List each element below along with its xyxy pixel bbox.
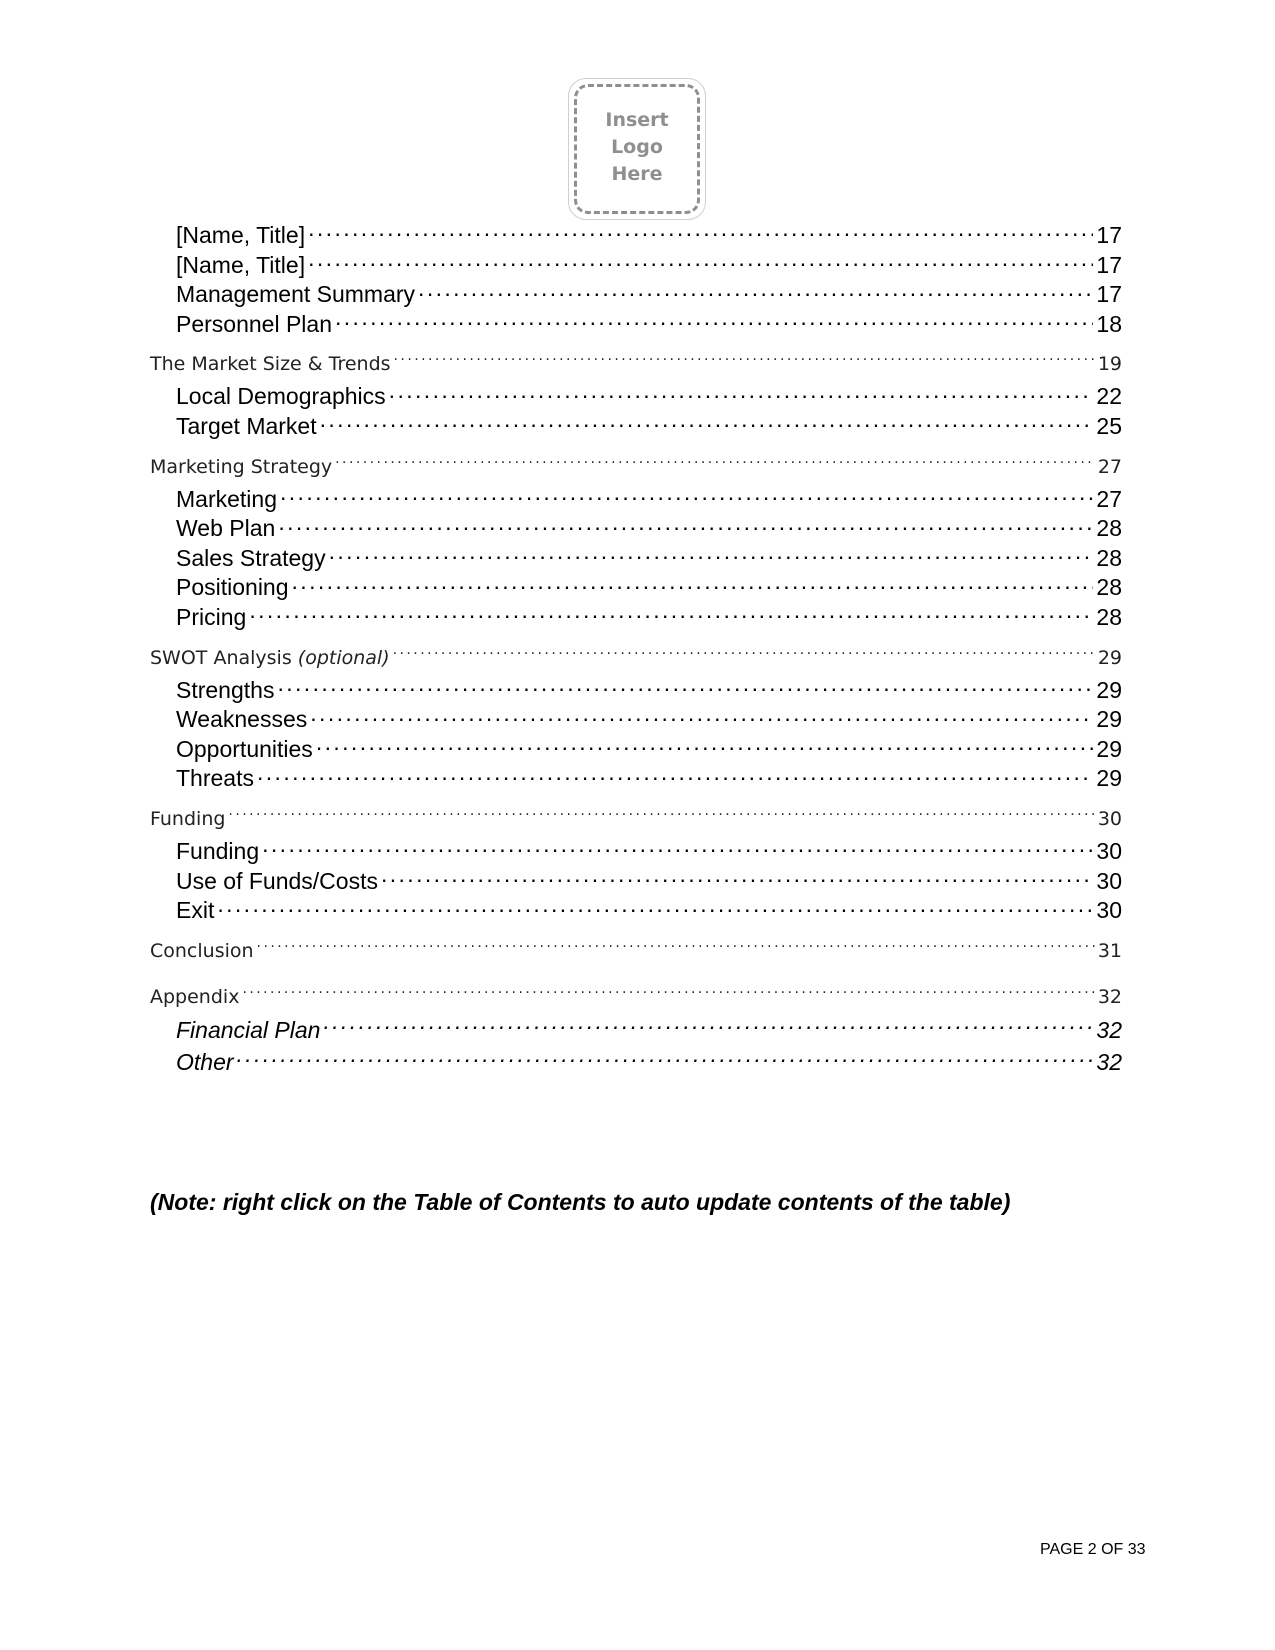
toc-entry-other[interactable] — [150, 1046, 1122, 1079]
toc-entry-page: 17 — [1096, 281, 1122, 308]
toc-entry-page: 30 — [1096, 837, 1122, 864]
toc-entry-page: 29 — [1096, 735, 1122, 762]
toc-entry-title: Positioning — [176, 574, 289, 601]
toc-entry-name-title-2[interactable] — [150, 250, 1122, 280]
toc-leader-dots — [257, 938, 1095, 957]
logo-placeholder — [568, 78, 706, 220]
toc-section-title: Marketing Strategy — [150, 455, 333, 478]
toc-leader-dots — [323, 1015, 1093, 1038]
logo-text-line: Here — [611, 163, 663, 185]
toc-leader-dots — [329, 543, 1094, 566]
toc-section-page: 27 — [1097, 455, 1122, 478]
toc-leader-dots — [393, 645, 1095, 664]
toc-entry-title: Use of Funds/Costs — [176, 867, 378, 894]
toc-entry-title: Personnel Plan — [176, 310, 332, 337]
toc-entry-page: 28 — [1096, 544, 1122, 571]
toc-entry-title: Threats — [176, 765, 254, 792]
toc-leader-dots — [308, 250, 1093, 273]
toc-entry-page: 28 — [1096, 515, 1122, 542]
toc-leader-dots — [228, 806, 1094, 825]
toc-section-page: 31 — [1097, 939, 1122, 962]
toc-entry-positioning[interactable] — [150, 572, 1122, 602]
toc-entry-use-of-funds-costs[interactable] — [150, 866, 1122, 896]
toc-entry-page: 22 — [1096, 383, 1122, 410]
toc-section-title-suffix: (optional) — [297, 646, 390, 669]
toc-entry-web-plan[interactable] — [150, 513, 1122, 543]
toc-entry-page: 17 — [1096, 222, 1122, 248]
toc-entry-management-summary[interactable] — [150, 279, 1122, 309]
toc-leader-dots — [418, 279, 1093, 302]
toc-leader-dots — [394, 351, 1095, 370]
toc-entry-title: [Name, Title] — [176, 251, 306, 278]
toc-leader-dots — [310, 704, 1093, 727]
toc-entry-title: Financial Plan — [176, 1016, 321, 1043]
toc-entry-title: Pricing — [176, 603, 247, 630]
toc-section-page: 29 — [1097, 646, 1122, 669]
toc-leader-dots — [316, 734, 1094, 757]
toc-leader-dots — [217, 895, 1093, 918]
page-number: PAGE 2 OF 33 — [1040, 1541, 1146, 1558]
toc-entry-page: 32 — [1096, 1016, 1122, 1043]
toc-entry-title: Opportunities — [176, 735, 313, 762]
table-of-contents — [150, 220, 1122, 1079]
toc-leader-dots — [262, 836, 1093, 859]
toc-entry-title: Local Demographics — [176, 383, 386, 410]
toc-entry-page: 29 — [1096, 676, 1122, 703]
toc-entry-local-demographics[interactable] — [150, 381, 1122, 411]
toc-entry-title: Weaknesses — [176, 706, 308, 733]
toc-update-note: (Note: right click on the Table of Contents to auto update contents of the table) — [150, 1189, 1011, 1215]
toc-entry-title: Marketing — [176, 485, 277, 512]
toc-entry-page: 28 — [1096, 603, 1122, 630]
toc-section-title — [150, 644, 390, 672]
toc-section-marketing-strategy[interactable] — [150, 453, 1122, 481]
toc-entry-title: Management Summary — [176, 281, 416, 308]
toc-section-swot-analysis[interactable] — [150, 644, 1122, 672]
toc-leader-dots — [237, 1047, 1094, 1070]
toc-leader-dots — [335, 309, 1093, 332]
toc-entry-threats[interactable] — [150, 763, 1122, 793]
toc-entry-pricing[interactable] — [150, 602, 1122, 632]
toc-entry-page: 17 — [1096, 251, 1122, 278]
logo-placeholder-text — [569, 107, 705, 188]
toc-entry-funding[interactable] — [150, 836, 1122, 866]
toc-entry-personnel-plan[interactable] — [150, 309, 1122, 339]
toc-entry-title: Sales Strategy — [176, 544, 326, 571]
toc-entry-financial-plan[interactable] — [150, 1014, 1122, 1047]
toc-entry-page: 29 — [1096, 706, 1122, 733]
toc-section-page: 30 — [1097, 807, 1122, 830]
toc-entry-weaknesses[interactable] — [150, 704, 1122, 734]
toc-section-market-size-trends[interactable] — [150, 350, 1122, 378]
toc-leader-dots — [277, 675, 1093, 698]
toc-entry-page: 29 — [1096, 765, 1122, 792]
toc-entry-title: [Name, Title] — [176, 222, 306, 248]
toc-section-funding[interactable] — [150, 805, 1122, 833]
toc-entry-page: 32 — [1096, 1049, 1122, 1076]
toc-entry-strengths[interactable] — [150, 675, 1122, 705]
toc-leader-dots — [249, 602, 1093, 625]
toc-section-title-main: SWOT Analysis — [150, 646, 292, 669]
toc-leader-dots — [335, 454, 1095, 473]
toc-section-title: Conclusion — [150, 939, 254, 962]
toc-leader-dots — [292, 572, 1094, 595]
toc-entry-title: Funding — [176, 837, 260, 864]
toc-entry-page: 28 — [1096, 574, 1122, 601]
toc-entry-page: 18 — [1096, 310, 1122, 337]
toc-entry-exit[interactable] — [150, 895, 1122, 925]
toc-entry-target-market[interactable] — [150, 411, 1122, 441]
toc-leader-dots — [308, 220, 1093, 243]
toc-leader-dots — [257, 763, 1093, 786]
toc-entry-name-title-1[interactable] — [150, 220, 1122, 250]
toc-section-appendix[interactable] — [150, 983, 1122, 1011]
toc-entry-page: 30 — [1096, 867, 1122, 894]
toc-section-page: 19 — [1097, 353, 1122, 376]
toc-leader-dots — [389, 381, 1094, 404]
logo-text-line: Insert — [605, 109, 669, 131]
toc-entry-title: Target Market — [176, 412, 317, 439]
toc-entry-title: Exit — [176, 897, 215, 924]
toc-entry-title: Other — [176, 1049, 234, 1076]
toc-entry-sales-strategy[interactable] — [150, 543, 1122, 573]
toc-leader-dots — [242, 984, 1094, 1003]
toc-leader-dots — [280, 484, 1093, 507]
toc-entry-page: 30 — [1096, 897, 1122, 924]
toc-entry-title: Strengths — [176, 676, 275, 703]
toc-section-title: Appendix — [150, 985, 240, 1008]
toc-entry-page: 27 — [1096, 485, 1122, 512]
toc-entry-page: 25 — [1096, 412, 1122, 439]
toc-section-page: 32 — [1097, 985, 1122, 1008]
toc-section-title: The Market Size & Trends — [150, 353, 391, 376]
logo-text-line: Logo — [611, 136, 663, 158]
toc-entry-marketing[interactable] — [150, 484, 1122, 514]
toc-leader-dots — [278, 513, 1093, 536]
toc-section-conclusion[interactable] — [150, 937, 1122, 965]
toc-section-title: Funding — [150, 807, 226, 830]
toc-leader-dots — [381, 866, 1093, 889]
toc-entry-title: Web Plan — [176, 515, 276, 542]
toc-leader-dots — [320, 411, 1094, 434]
toc-entry-opportunities[interactable] — [150, 734, 1122, 764]
